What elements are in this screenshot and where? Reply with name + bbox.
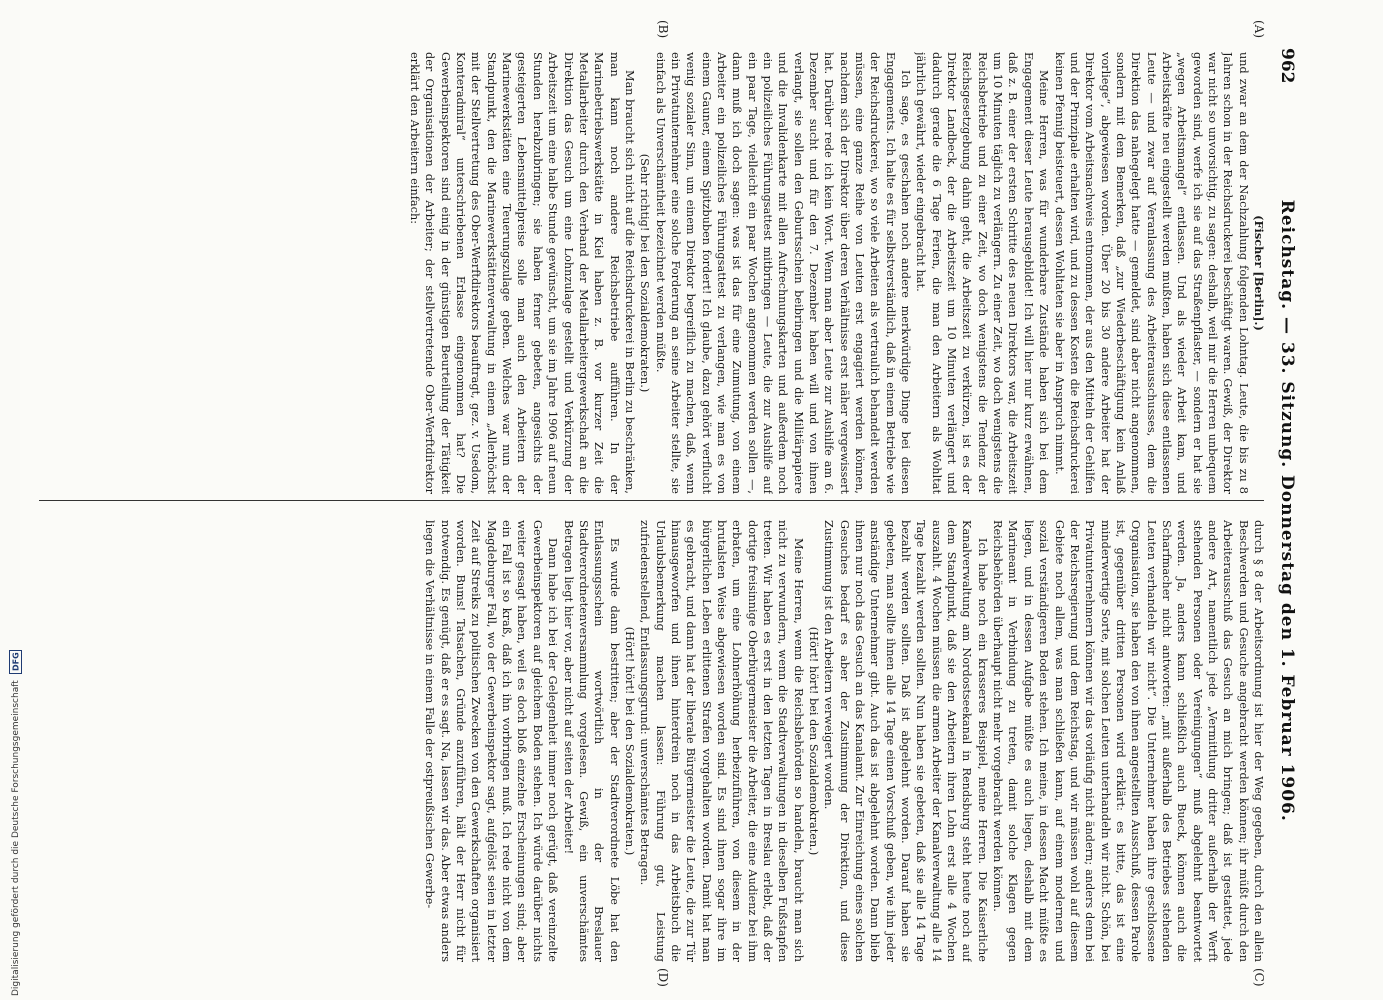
- right-paragraph: durch § 8 der Arbeitsordnung ist hier der Weg gegeben, durch den allein Beschwerden und Gesuche angebracht werden können; ihr müßt durch den Arbeiterausschuß das Gesuch an mich bringen; daß ist gestattet, jede andere Art, namentlich jede „Vermittlung dritter außerhalb der Werft stehenden Personen oder Vereinigungen“ muß abgelehnt beantwortet werden. Ja, anders kann schließlich auch Bueck, können auch die Scharfmacher nicht antworten: „mit außerhalb des Betriebes stehenden Leuten verhandeln wir nicht“. Die Unternehmer haben ihre geschlossene Organisation, sie haben den von ihnen angestellten Ausschuß, dessen Parole ist, gegenüber dritten Personen wird erklärt: es bitte, das ist eine minderwertige Sorte, mit solchen Leuten unterhandeln wir nicht. Schön, bei Privatunternehmern können wir das vorläufig nicht ändern; anders denn bei der Reichsregierung und dem Reichstag, und wir müssen wohl auf diesem Gebiete noch allem, was man schließen kann, auf einem modernen und sozial verständigeren Boden stehen. Ich meine, in dessen Macht müßte es liegen, und in dessen Aufgabe müßte es auch liegen, deshalb mit dem Marineamt in Verbindung zu treten, damit solche Klagen gegen Reichsbehörden überhaupt nicht mehr vorgebracht werden können.: [991, 520, 1265, 962]
- left-paragraph: und zwar an dem der Nachzahlung folgenden Lohntag. Leute, die bis zu 8 Jahren schon in der Reichsdruckerei beschäftigt waren. Gewiß, der Direktor war nicht so unvorsichtig, zu sagen: deshalb, weil mir die Herren unbequem geworden sind, werfe ich sie auf das Straßenpflaster, — sondern er hat sie „wegen Arbeitsmangel“ entlassen. Und als wieder Arbeit kam, und Arbeitskräfte neu eingestellt werden mußten, haben sich diese entlassenen Leute — und zwar auf Veranlassung des Arbeiterausschusses, dem die Direktion das nahegelegt hatte — gemeldet, sind aber nicht angenommen, sondern mit dem Bemerken, daß „zur Wiederbeschäftigung kein Anlaß vorliege“, abgewiesen worden. Über 20 bis 30 andere Arbeiter hat der Direktor vom Arbeitsnachweis entnommen, der aus den Mitteln der Gehilfen und der Prinzipale erhalten wird, und zu dessen Kosten die Reichsdruckerei keinen Pfennig beisteuert, dessen Wohltaten sie aber in Anspruch nimmt.: [1052, 52, 1250, 494]
- left-column: [50, 52, 1266, 494]
- running-head-title: Reichstag. — 33. Sitzung. Donnerstag den 1. Februar 1906.: [1277, 199, 1297, 822]
- interjection: (Hört! hört! bei den Sozialdemokraten.): [622, 626, 636, 856]
- newspaper-page: [20, 0, 1310, 1000]
- credit-text: Digitalisierung gefördert durch die Deutsche Forschungsgemeinschaft: [11, 680, 21, 996]
- dfg-logo: DFG: [10, 650, 23, 675]
- margin-marker-c: (C): [1252, 968, 1266, 987]
- right-paragraph: Meine Herren, wenn die Reichsbehörden so handeln, braucht man sich nicht zu verwundern, wenn die Stadtverwaltungen in dieselben Fußstapfen treten. Wir haben es erst in den letzten Tagen in Breslau erlebt, daß der dortige freisinnige Oberbürgermeister die Arbeiter, die eine Audienz bei ihm erbaten, um eine Lohnerhöhung herbeizuführen, von diesem in der brutalsten Weise abgewiesen worden sind. Es sind ihnen sogar ihre im bürgerlichen Leben erlittenen Strafen vorgehalten worden. Damit hat man es gebracht, und dann hat der liberale Bürgermeister die Leute, die zur Tür hinausgeworfen und ihnen hinterdrein noch in das Arbeitsbuch die Urlaubsbemerkung machen lassen: Führung gut, Leistung zufriedenstellend, Entlassungsgrund: unverschämtes Betragen.: [638, 520, 805, 962]
- interjection: (Sehr richtig! bei den Sozialdemokraten.): [638, 153, 652, 393]
- margin-marker-b: (B): [656, 20, 670, 39]
- left-paragraph: Ich sage, es geschahen noch andere merkwürdige Dinge bei diesen Engagements. Ich halte es für selbstverständlich, daß in einem Betriebe wie der Reichsdruckerei, wo so viele Arbeiten als vertraulich behandelt werden müssen, eine ganze Reihe von Leuten erst engagiert werden können, nachdem sich der Direktor über deren Verhältnisse erst näher vergewissert hat. Darüber rede ich kein Wort. Wenn man aber Leute zur Aushilfe am 6. Dezember sucht und für den 7. Dezember haben will und von ihnen verlangt, sie sollen den Geburtsschein beibringen und die Militärpapiere und die Invalidenkarte mit allen Aufrechnungskarten und außerdem noch ein polizeiliches Führungsattest mitbringen — Leute, die zur Aushilfe auf ein paar Tage, vielleicht ein paar Wochen angenommen werden sollen —, dann muß ich doch sagen: was ist das für eine Zumutung, von einem Arbeiter ein polizeiliches Führungsattest zu verlangen, wie man es von einem Gauner, einem Spitzbuben fordert! Ich glaube, dazu gehört verflucht wenig sozialer Sinn, um einem Direktor begreiflich zu machen, daß, wenn ein Privatunternehmer eine solche Forderung an seine Arbeiter stellte, sie einfach als Unverschämtheit bezeichnet werden müßte.: [653, 52, 913, 494]
- column-divider: [39, 500, 1264, 501]
- right-paragraph: Dann habe ich bei der Gelegenheit immer noch gerügt, daß vereinzelte Gewerbeinspektoren auf gleichem Boden stehen. Ich würde darüber nichts weiter gesagt haben, weil es doch bloß einzelne Erscheinungen sind; aber ein Fall ist so kraß, daß ich ihn vorbringen muß. Ich rede nicht von dem Magdeburger Fall, wo der Gewerbeinspektor sagt, aufgelöst seien in letzter Zeit auf Streiks zu politischen Zwecken von den Gewerkschaften organisiert worden. Bums! Tatsachen, Gründe anzuführen, hält der Herr nicht für notwendig. Es genügt, daß er es sagt. Na, lassen wir das. Aber etwas anders liegen die Verhältnisse in einem Falle der ostpreußischen Gewerbe-: [423, 520, 560, 962]
- digitization-credit: [8, 6, 24, 996]
- margin-marker-d: (D): [656, 968, 670, 987]
- left-paragraph: Meine Herren, was für wunderbare Zustände haben sich bei dem Engagement dieser Leute herausgebildet! Ich will hier nur kurz erwähnen, daß z. B. einer der ersten Schritte des neuen Direktors war, die Arbeitszeit um 10 Minuten täglich zu verlängern. Zu einer Zeit, wo doch wenigstens die Reichsbetriebe und zu einer Zeit, wo doch wenigstens die Tendenz der Reichsgesetzgebung dahin geht, die Arbeitszeit zu verkürzen, ist es der Direktor Landbeck, der die Arbeitszeit um 10 Minuten verlängert und dadurch gerade die 6 Tage Ferien, die man den Arbeitern als Wohltat jährlich gewährt, wieder eingebracht hat.: [914, 52, 1051, 494]
- left-paragraph: Man braucht sich nicht auf die Reichsdruckerei in Berlin zu beschränken, man kann noch andere Reichsbetriebe aufführen. In der Marinebetriebswerkstätte in Kiel haben z. B. vor kurzer Zeit die Metallarbeiter durch den Verband der Metallarbeitergewerkschaft an die Direktion das Gesuch um eine Lohnzulage gestellt und Verkürzung der Arbeitszeit um eine halbe Stunde gewünscht, um sie im Jahre 1906 auf neun Stunden herabzubringen; sie haben ferner gebeten, angesichts der gesteigerten Lebensmittelpreise solle man auch den Arbeitern der Marinewerkstätten eine Teuerungszulage geben. Welches war nun der Standpunkt, den die Marinewerkstättenverwaltung in einem „Allerhöchst mit der Stellvertretung des Ober-Werftdirektors beauftragt, gez. v. Usedom, Konteradmiral“ unterschriebenen Erlasse eingenommen hat? Die Gewerbeinspektoren sind einig in der günstigen Beurteilung der Tätigkeit der Organisationen der Arbeiter; der stellvertretende Ober-Werftdirektor erklärt den Arbeitern einfach:: [408, 52, 636, 494]
- running-head: [1274, 48, 1300, 968]
- right-paragraph: Es wurde dann bestritten; aber der Stadtverordnete Löbe hat den Entlassungsschein wortwörtlich in der Breslauer Stadtverordnetenversammlung vorgelesen. Gewiß, ein unverschämtes Betragen liegt hier vor, aber nicht auf seiten der Arbeiter!: [561, 520, 621, 962]
- interjection: (Hört! hört! bei den Sozialdemokraten.): [807, 626, 821, 856]
- margin-marker-a: (A): [1252, 20, 1266, 39]
- right-paragraph: Ich habe noch ein krasseres Beispiel, meine Herren. Die Kaiserliche Kanalverwaltung am Nordostseekanal in Rendsburg steht heute noch auf dem Standpunkt, daß sie den Arbeitern ihren Lohn erst alle 4 Wochen auszahlt. 4 Wochen müssen die armen Arbeiter der Kanalverwaltung alle 14 Tage bezahlt werden sollten. Nun haben sie gebeten, daß sie alle 14 Tage bezahlt werden sollten. Daß ist abgelehnt worden. Darauf haben sie gebeten, man sollte ihnen alle 14 Tage einen Vorschuß geben, wie ihn jeder anständige Unternehmer gibt. Auch das ist abgelehnt worden. Dann blieb ihnen nur noch das Gesuch an das Kanalamt. Zur Einreichung eines solchen Gesuches bedarf es aber der Zustimmung der Direktion, und diese Zustimmung ist den Arbeitern verweigert worden.: [822, 520, 989, 962]
- speaker-label: (Fischer [Berlin].): [1252, 215, 1266, 331]
- page-number: 962: [1277, 48, 1297, 84]
- right-column: [50, 520, 1266, 962]
